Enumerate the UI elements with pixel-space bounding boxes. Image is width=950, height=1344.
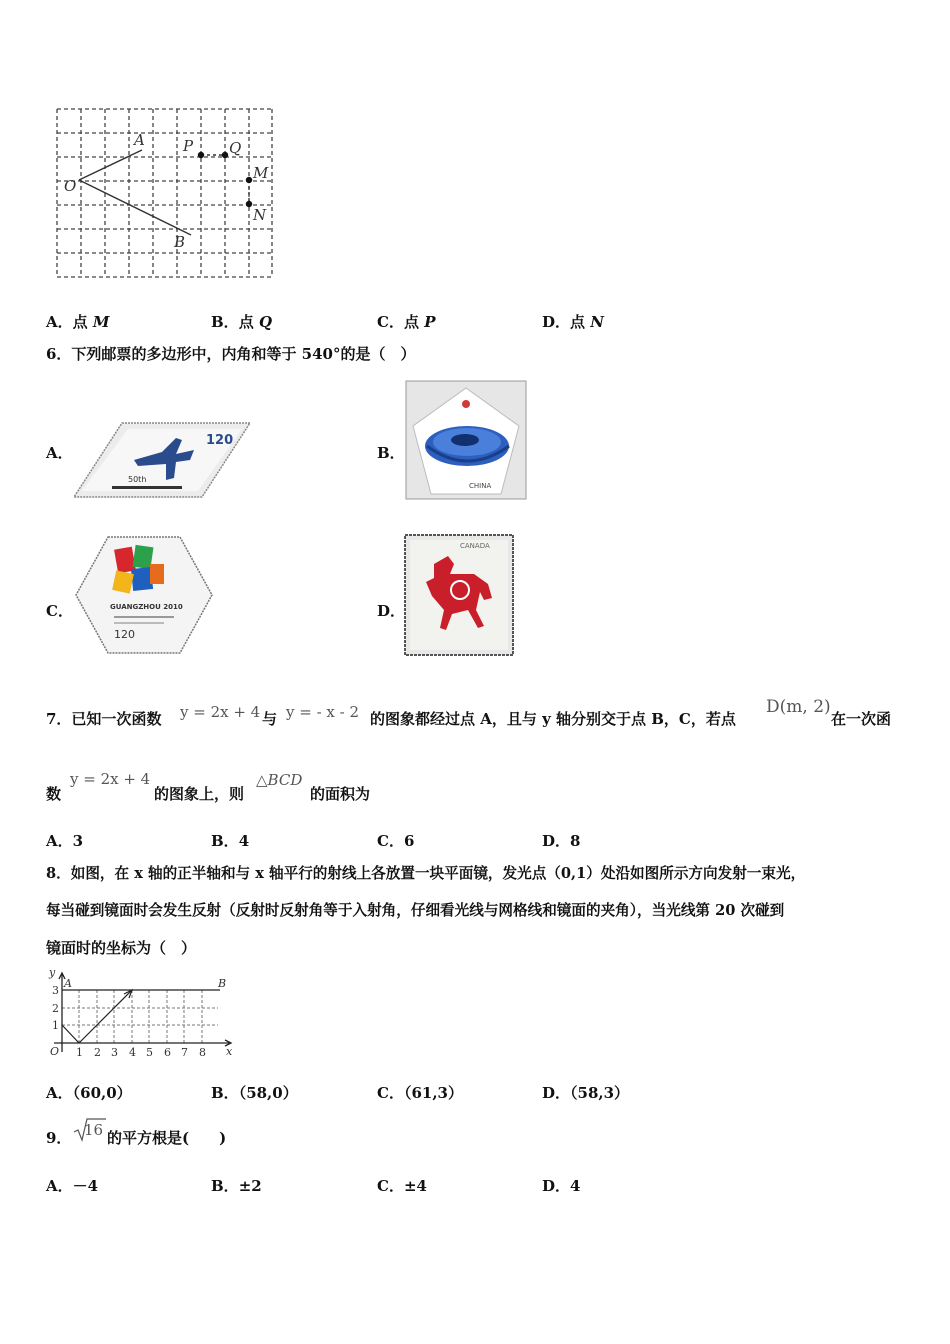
stamp-d-country: CANADA (460, 542, 490, 550)
option-letter: B． (211, 832, 239, 850)
option-text: 点 (570, 313, 586, 331)
option-text: 点 (403, 313, 419, 331)
q7-f1: y = 2x + 4 (180, 703, 261, 721)
stamp-c-price: 120 (114, 628, 135, 641)
option-value: ±4 (403, 1177, 427, 1195)
q8-line1: 8．如图，在 x 轴的正半轴和与 x 轴平行的射线上各放置一块平面镜，发光点（0,1）处沿如图所示方向发射一束光， (46, 865, 806, 882)
q5-grid-figure (50, 100, 280, 285)
stamp-c-hexagon[interactable] (74, 534, 214, 656)
stamp-a-price: 120 (206, 433, 234, 448)
option-letter: C． (377, 313, 404, 331)
option-value: 8 (570, 832, 581, 850)
option-letter: C． (377, 1177, 404, 1195)
option-point: Q (258, 313, 273, 331)
q8-line3: 镜面时的坐标为（ ） (46, 939, 197, 957)
q7-line2-c: 的面积为 (310, 785, 371, 803)
option-letter: D． (542, 832, 571, 850)
option-letter: C． (377, 832, 404, 850)
stamp-a-caption: 50th (128, 475, 147, 484)
option-letter: D． (542, 1084, 571, 1102)
option-letter: C． (377, 1084, 404, 1102)
axis-x-label: x (226, 1045, 233, 1058)
option-letter: A． (46, 1084, 73, 1102)
option-letter: B． (211, 313, 239, 331)
label-p: P (183, 137, 194, 155)
q7-and: 与 (262, 710, 278, 728)
q7-option-c[interactable] (377, 830, 414, 851)
stamp-b-pentagon[interactable] (405, 380, 527, 502)
option-text: 点 (72, 313, 88, 331)
q7-middle: 的图象都经过点 A，且与 y 轴分别交于点 B，C，若点 (370, 710, 736, 728)
q5-option-d[interactable] (542, 311, 604, 332)
q5-option-b[interactable] (211, 311, 272, 332)
x-tick: 7 (181, 1046, 188, 1059)
q5-option-a[interactable] (46, 311, 110, 332)
q9-option-d[interactable] (542, 1175, 580, 1196)
q7-suffix: 在一次函 (831, 710, 892, 728)
x-tick: 4 (129, 1046, 136, 1059)
option-letter: B． (211, 1084, 239, 1102)
option-value: （58,3） (570, 1084, 630, 1102)
option-value: 3 (72, 832, 84, 850)
origin-label: O (50, 1045, 60, 1058)
option-value: （60,0） (72, 1084, 132, 1102)
y-tick: 2 (52, 1002, 59, 1015)
q6-option-a[interactable]: A． (46, 444, 73, 462)
q7-option-d[interactable] (542, 830, 580, 851)
label-a: A (134, 131, 145, 149)
option-text: 点 (238, 313, 254, 331)
label-n: N (253, 206, 267, 224)
q6-option-c[interactable]: C． (46, 602, 73, 620)
q8-line2: 每当碰到镜面时会发生反射（反射时反射角等于入射角，仔细看光线与网格线和镜面的夹角），当光线第 20 次碰到 (46, 902, 785, 919)
option-point: P (424, 313, 436, 331)
q7-line2-b: 的图象上，则 (154, 785, 245, 803)
q8-option-a[interactable] (46, 1082, 132, 1103)
q6-option-d[interactable]: D． (377, 602, 406, 620)
option-value: ±2 (238, 1177, 262, 1195)
stamp-d-square[interactable] (404, 534, 514, 656)
x-tick: 6 (164, 1046, 171, 1059)
q8-option-d[interactable] (542, 1082, 629, 1103)
label-b: B (174, 233, 186, 251)
q8-option-b[interactable] (211, 1082, 298, 1103)
q9-option-b[interactable] (211, 1175, 262, 1196)
x-tick: 1 (76, 1046, 83, 1059)
x-tick: 8 (199, 1046, 206, 1059)
mirror-a-label: A (64, 977, 72, 990)
option-letter: A． (46, 832, 73, 850)
q9-option-c[interactable] (377, 1175, 427, 1196)
q7-point-d: D(m, 2) (766, 697, 831, 717)
x-tick: 5 (146, 1046, 153, 1059)
q6-option-b[interactable]: B． (377, 444, 405, 462)
x-tick: 3 (111, 1046, 118, 1059)
option-letter: A． (46, 1177, 73, 1195)
y-tick: 1 (52, 1019, 59, 1032)
axis-y-label: y (49, 966, 56, 979)
mirror-b-label: B (218, 977, 227, 990)
x-tick: 2 (94, 1046, 101, 1059)
option-value: （58,0） (238, 1084, 298, 1102)
q6-stem: 6．下列邮票的多边形中，内角和等于 540°的是（ ） (46, 345, 416, 363)
q7-option-a[interactable] (46, 830, 83, 851)
option-letter: B． (211, 1177, 239, 1195)
q9-option-a[interactable] (46, 1175, 98, 1196)
y-tick: 3 (52, 984, 59, 997)
option-letter: D． (542, 313, 571, 331)
q9-num: 9． (46, 1129, 72, 1147)
stamp-c-title: GUANGZHOU 2010 (110, 603, 183, 611)
q8-option-c[interactable] (377, 1082, 463, 1103)
q7-line1-a: 7．已知一次函数 (46, 710, 162, 728)
option-value: 4 (238, 832, 250, 850)
option-value: －4 (72, 1177, 99, 1195)
q9-suffix: 的平方根是( ) (107, 1129, 227, 1147)
option-point: M (92, 313, 110, 331)
q7-f2: y = - x - 2 (286, 703, 360, 721)
q7-option-b[interactable] (211, 830, 249, 851)
label-m: M (253, 164, 269, 182)
q7-f3: y = 2x + 4 (70, 770, 151, 788)
q9-radicand: 16 (84, 1121, 104, 1139)
label-q: Q (229, 139, 242, 157)
stamp-a-parallelogram[interactable] (72, 420, 254, 500)
option-value: 4 (570, 1177, 581, 1195)
option-letter: A． (46, 313, 73, 331)
option-point: N (590, 313, 604, 331)
q7-line2-a: 数 (46, 785, 62, 803)
q5-option-c[interactable] (377, 311, 435, 332)
q8-mirror-figure (44, 966, 240, 1062)
option-letter: D． (542, 1177, 571, 1195)
option-value: 6 (403, 832, 415, 850)
option-value: （61,3） (403, 1084, 463, 1102)
stamp-b-caption: CHINA (469, 482, 492, 490)
q7-triangle: △BCD (256, 771, 303, 789)
label-o: O (64, 177, 77, 195)
